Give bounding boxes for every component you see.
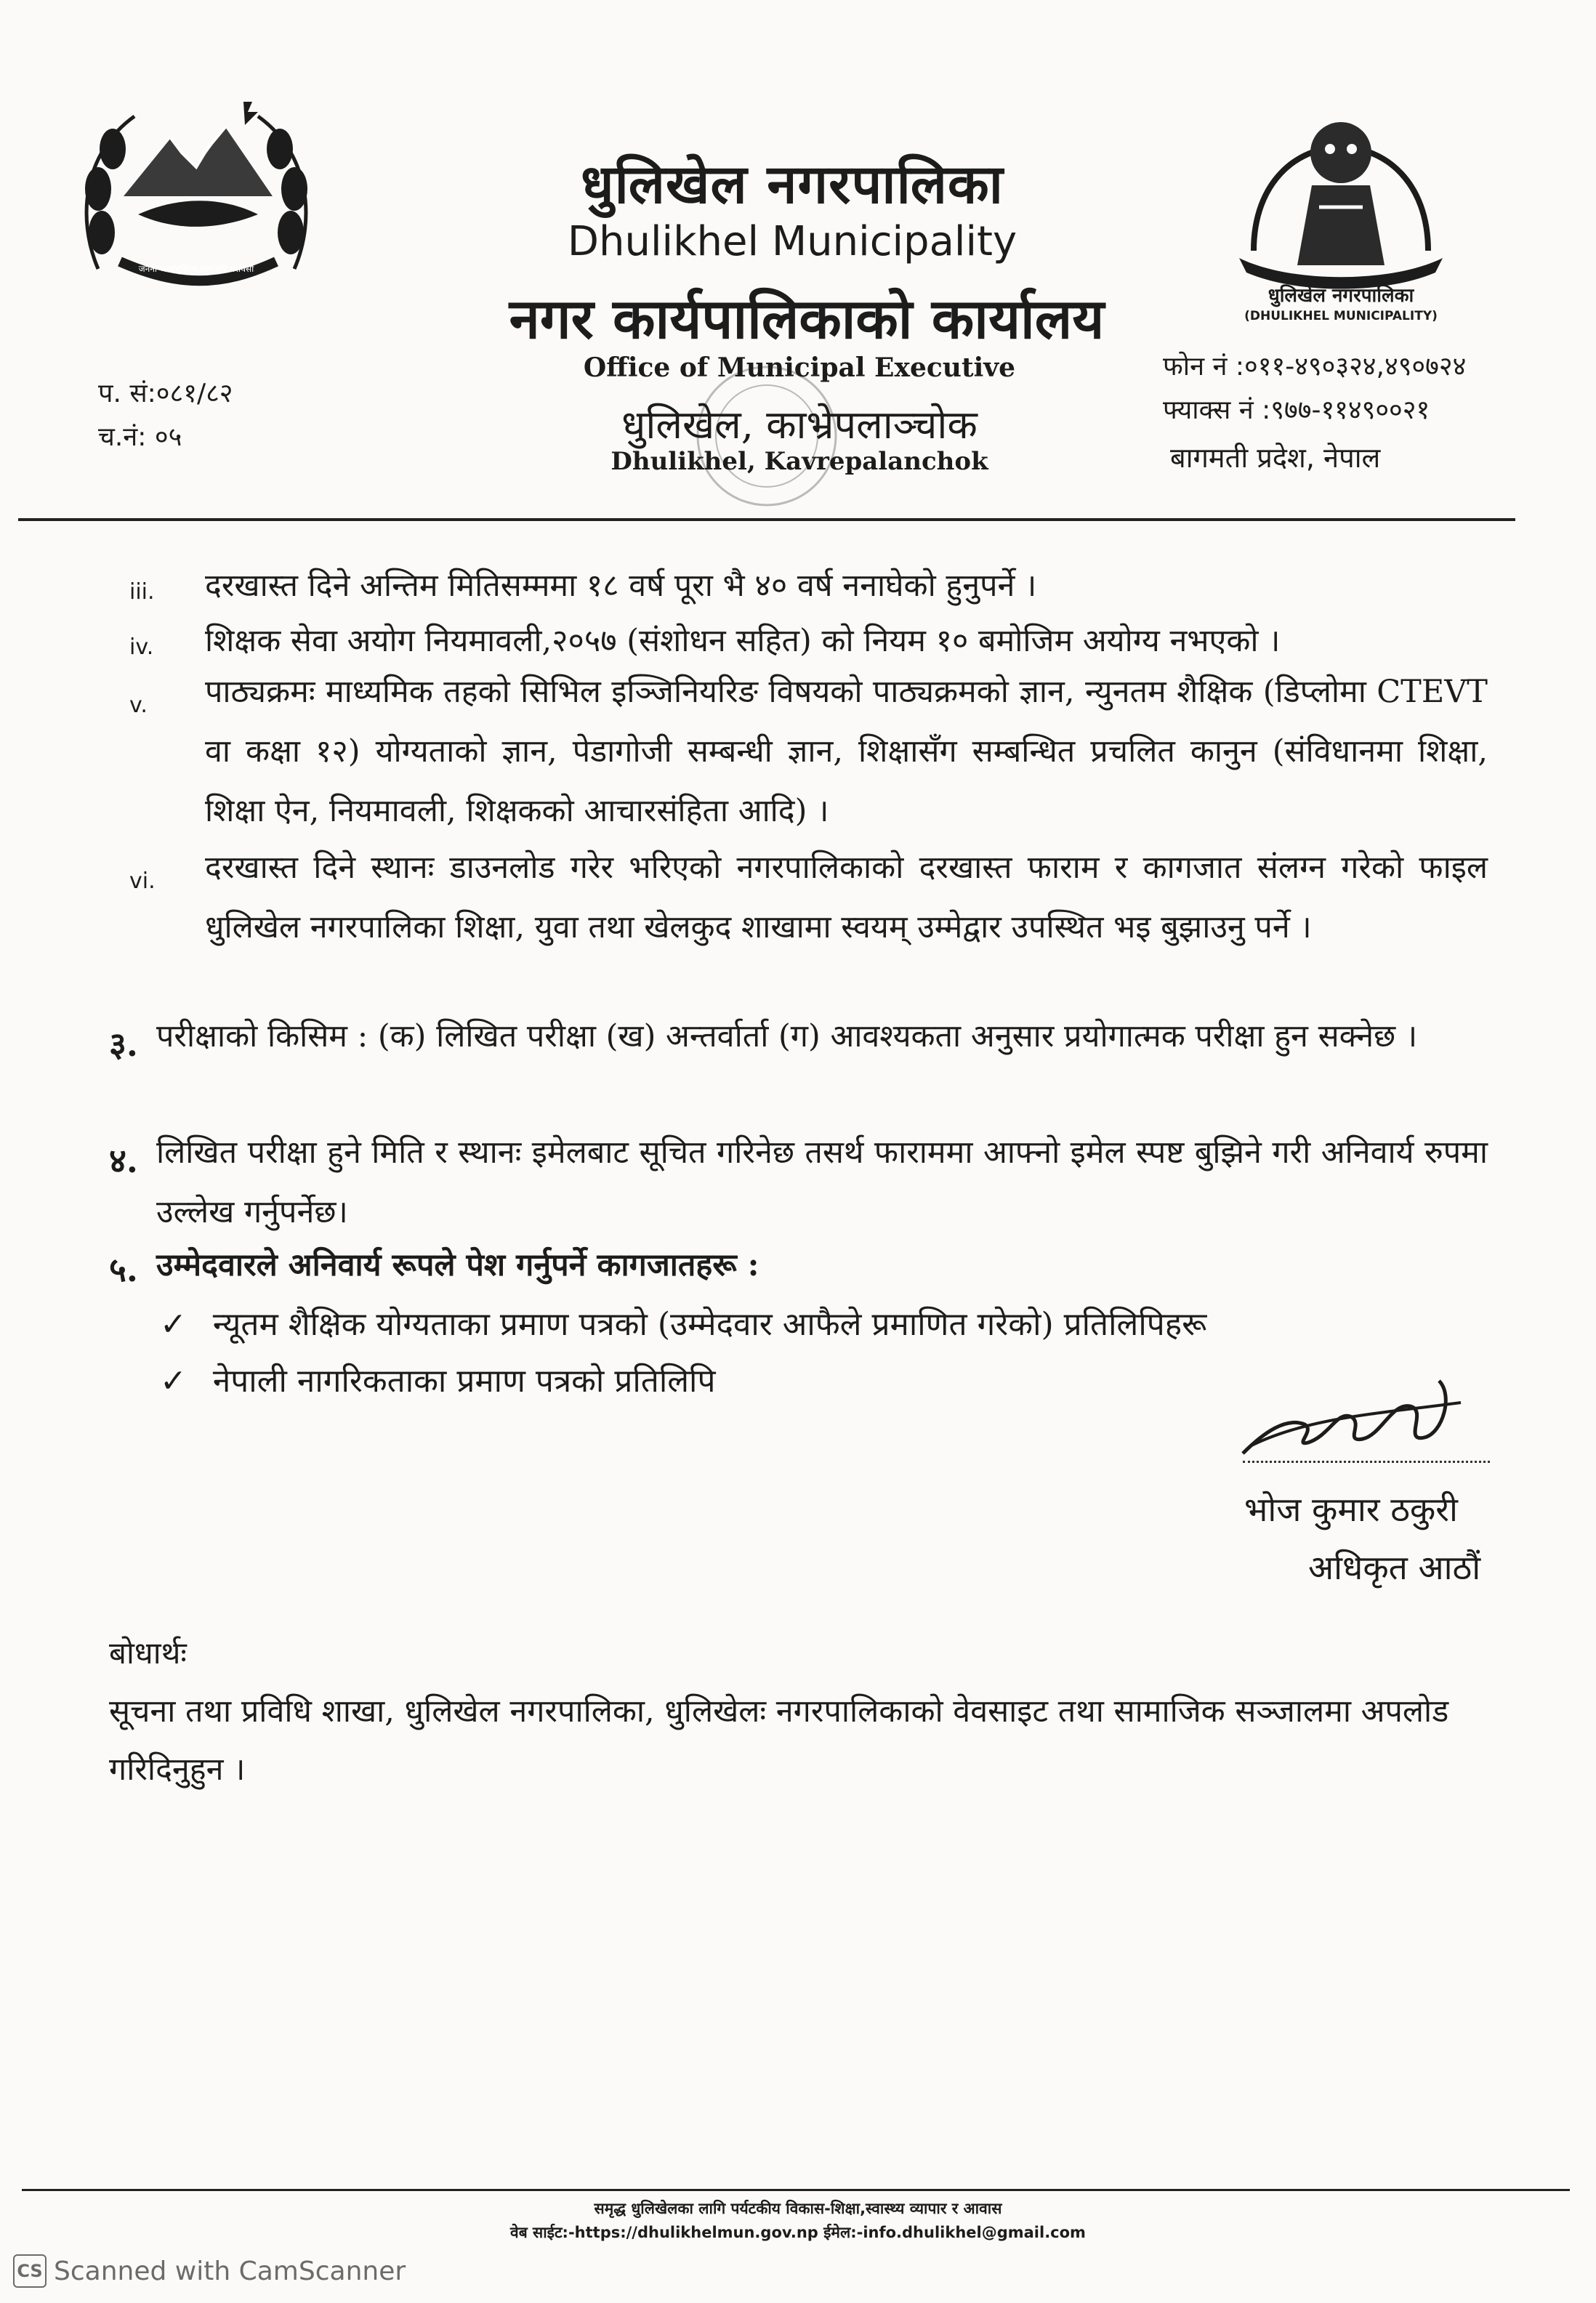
emblem-motto: जननी जन्मभूमिश्च स्वर्गादपि गरीयसी — [138, 264, 254, 274]
handwritten-signature — [1236, 1374, 1468, 1468]
municipality-name-en: Dhulikhel Municipality — [567, 218, 1017, 265]
cc-text: सूचना तथा प्रविधि शाखा, धुलिखेल नगरपालिका, धुलिखेलः नगरपालिकाको वेवसाइट तथा सामाजिक सञ्जालमा अपलोड गरिदिनुहुन । — [109, 1693, 1449, 1788]
item-text: उम्मेदवारले अनिवार्य रूपले पेश गर्नुपर्ने कागजातहरू : — [156, 1247, 759, 1283]
checklist-item — [160, 1301, 1206, 1344]
checkmark-icon: ✓ — [160, 1306, 187, 1343]
item-number: ४. — [109, 1141, 138, 1180]
item-number: ३. — [109, 1025, 138, 1064]
item-numeral: v. — [129, 693, 148, 718]
item-numeral: vi. — [129, 868, 156, 894]
scanner-watermark — [13, 2253, 406, 2289]
municipality-name-ne: धुलिखेल नगरपालिका — [581, 153, 1004, 216]
dhulikhel-municipality-logo-icon — [1232, 84, 1450, 323]
checkmark-icon: ✓ — [160, 1363, 187, 1400]
reference-number: प. सं:०८१/८२ — [98, 379, 233, 408]
phone-number: फोन नं :०११-४९०३२४,४९०७२४ — [1163, 352, 1467, 382]
signatory-designation: अधिकृत आठौं — [1308, 1548, 1481, 1587]
footer-divider — [22, 2189, 1570, 2191]
camscanner-logo-icon: CS — [13, 2254, 47, 2288]
logo-caption-en: (DHULIKHEL MUNICIPALITY) — [1244, 309, 1438, 323]
location-en: Dhulikhel, Kavrepalanchok — [610, 447, 988, 476]
item-text: दरखास्त दिने अन्तिम मितिसम्ममा १८ वर्ष पूरा भै ४० वर्ष ननाघेको हुनुपर्ने । — [205, 568, 1037, 604]
footer-contact: वेब साईट:-https://dhulikhelmun.gov.np ईमेल:-info.dhulikhel@gmail.com — [510, 2224, 1086, 2241]
province-address: बागमती प्रदेश, नेपाल — [1170, 442, 1381, 474]
location-ne: धुलिखेल, काभ्रेपलाञ्चोक — [621, 402, 978, 448]
office-name-en: Office of Municipal Executive — [583, 352, 1016, 383]
office-name-ne: नगर कार्यपालिकाको कार्यालय — [509, 286, 1105, 351]
logo-caption-ne: धुलिखेल नगरपालिका — [1267, 285, 1414, 307]
signature-line — [1243, 1461, 1490, 1463]
footer-slogan: समृद्ध धुलिखेलका लागि पर्यटकीय विकास-शिक्षा,स्वास्थ्य व्यापार र आवास — [594, 2200, 1002, 2217]
item-numeral: iv. — [129, 634, 154, 660]
item-text: पाठ्यक्रमः माध्यमिक तहको सिभिल इञ्जिनियरिङ विषयको पाठ्यक्रमको ज्ञान, न्युनतम शैक्षिक (डिप्लोमा CTEVT वा कक्षा १२) योग्यताको ज्ञान, पेडागोजी सम्बन्धी ज्ञान, शिक्षासँग सम्बन्धित प्रचलित कानुन (संविधानमा शिक्षा, शिक्षा ऐन, नियमावली, शिक्षकको आचारसंहिता आदि) । — [205, 674, 1488, 829]
fax-number: फ्याक्स नं :९७७-११४९००२१ — [1163, 395, 1430, 425]
signatory-name: भोज कुमार ठकुरी — [1244, 1490, 1458, 1529]
nepal-emblem-icon — [69, 87, 323, 305]
checklist-text: नेपाली नागरिकताका प्रमाण पत्रको प्रतिलिपि — [212, 1363, 716, 1400]
item-text: शिक्षक सेवा अयोग नियमावली,२०५७ (संशोधन सहित) को नियम १० बमोजिम अयोग्य नभएको । — [205, 623, 1281, 659]
item-text: लिखित परीक्षा हुने मिति र स्थानः इमेलबाट सूचित गरिनेछ तसर्थ फाराममा आफ्नो इमेल स्पष्ट बुझिने गरी अनिवार्य रुपमा उल्लेख गर्नुपर्नेछ। — [156, 1134, 1488, 1230]
checklist-item — [160, 1358, 715, 1401]
cc-label: बोधार्थः — [109, 1635, 187, 1671]
item-text: परीक्षाको किसिम : (क) लिखित परीक्षा (ख) अन्तर्वार्ता (ग) आवश्यकता अनुसार प्रयोगात्मक परीक्षा हुन सक्नेछ । — [156, 1018, 1418, 1054]
checklist-text: न्यूतम शैक्षिक योग्यताका प्रमाण पत्रको (उम्मेदवार आफैले प्रमाणित गरेको) प्रतिलिपिहरू — [212, 1306, 1207, 1343]
item-number: ५. — [109, 1250, 138, 1289]
header-divider — [18, 518, 1515, 521]
dispatch-number: च.नं: ०५ — [98, 422, 182, 452]
item-numeral: iii. — [129, 579, 155, 605]
item-text: दरखास्त दिने स्थानः डाउनलोड गरेर भरिएको नगरपालिकाको दरखास्त फाराम र कागजात संलग्न गरेको फाइल धुलिखेल नगरपालिका शिक्षा, युवा तथा खेलकुद शाखामा स्वयम् उम्मेद्वार उपस्थित भइ बुझाउनु पर्ने । — [205, 850, 1488, 945]
watermark-text: Scanned with CamScanner — [54, 2256, 406, 2286]
